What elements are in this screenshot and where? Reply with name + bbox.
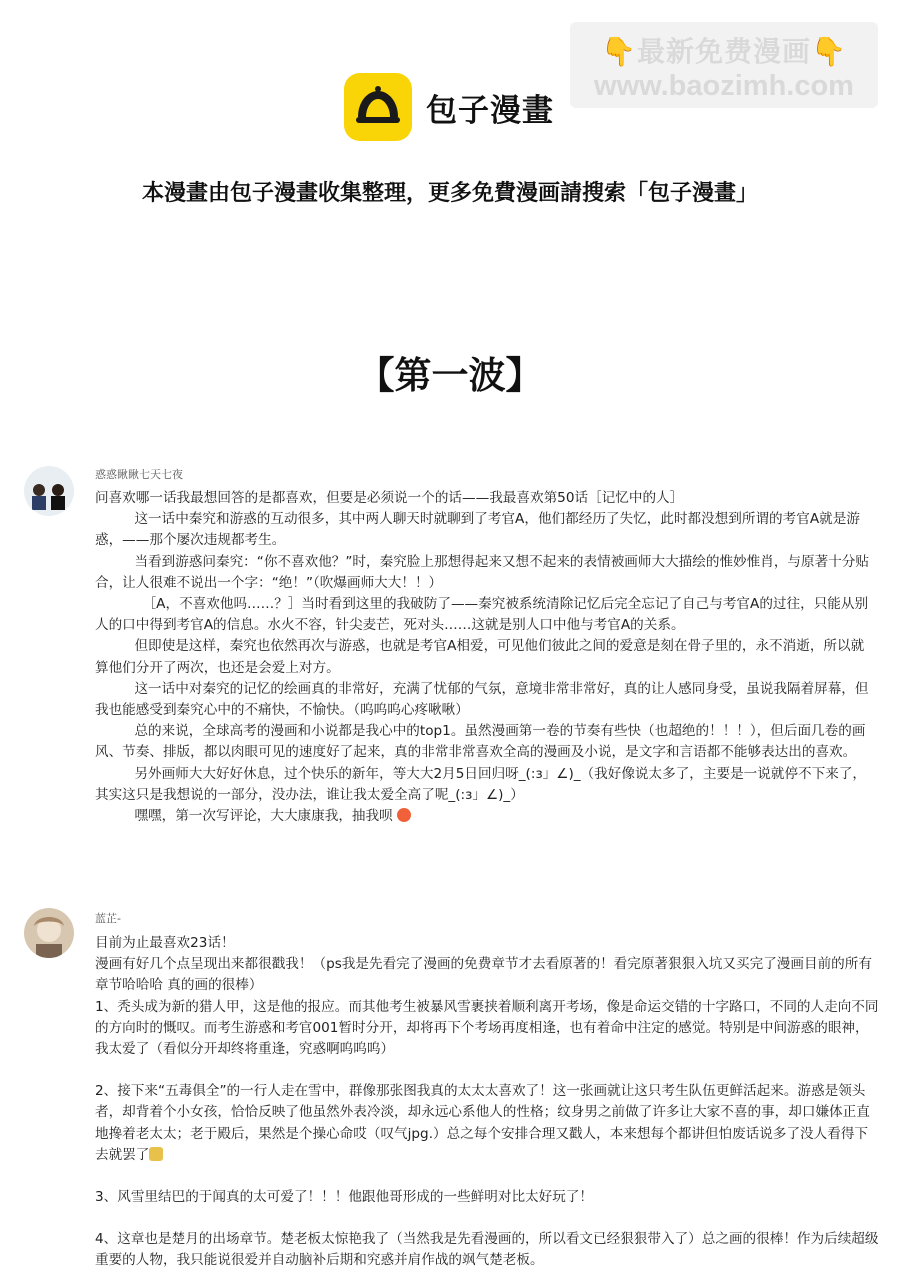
comment-paragraph: 另外画师大大好好休息，过个快乐的新年，等大大2月5日回归呀_(:з」∠)_（我好像说太多了，主要是一说就停不下来了，其实这只是我想说的一部分，没办法，谁让我太爱全高了呢_(:з」∠)_）: [95, 765, 867, 803]
comment-paragraph: 4、这章也是楚月的出场章节。楚老板太惊艳我了（当然我是先看漫画的，所以看文已经狠狠带入了）总之画的很棒！作为后续超级重要的人物，我只能说很爱并自动脑补后期和究惑并肩作战的飒气楚老板。: [95, 1231, 879, 1269]
watermark-banner: [570, 22, 878, 108]
comment-paragraph: 漫画有好几个点呈现出来都很戳我！（ps我是先看完了漫画的免费章节才去看原著的！看完原著狠狠入坑又买完了漫画目前的所有章节哈哈哈 真的画的很棒）: [95, 956, 872, 994]
avatar: [24, 466, 74, 516]
comment-body: [95, 488, 875, 827]
logo-text: 包子漫畫: [426, 92, 554, 129]
comment-paragraph: 目前为止最喜欢23话！: [95, 935, 235, 951]
comment-paragraph: 3、风雪里结巴的于闻真的太可爱了！！！他跟他哥形成的一些鲜明对比太好玩了！: [95, 1189, 594, 1206]
comment-paragraph: 这一话中秦究和游惑的互动很多，其中两人聊天时就聊到了考官A，他们都经历了失忆，此时都没想到所谓的考官A就是游惑，——那个屡次违规都考生。: [95, 511, 860, 549]
comment-paragraph: 总的来说，全球高考的漫画和小说都是我心中的top1。虽然漫画第一卷的节奏有些快（也超绝的！！！），但后面几卷的画风、节奏、排版，都以肉眼可见的速度好了起来，真的非常非常喜欢全高的漫画及小说，是文字和言语都不能够表达出的喜欢。: [95, 723, 866, 761]
pointing-down-hand-icon: 👇: [811, 35, 847, 68]
bun-icon: [344, 73, 412, 141]
intro-text: 本漫畫由包子漫畫收集整理，更多免費漫画請搜索「包子漫畫」: [141, 181, 758, 206]
section-title: 【第一波】: [357, 353, 543, 397]
watermark-line1: 最新免费漫画: [636, 35, 811, 68]
watermark-url: www.baozimh.com: [594, 70, 854, 102]
blushing-face-icon: [397, 808, 411, 822]
comment-paragraph: ［A，不喜欢他吗……？］当时看到这里的我破防了——秦究被系统清除记忆后完全忘记了自己与考官A的过往，只能从别人的口中得到考官A的信息。水火不容，针尖麦芒，死对头……这就是别人口中他与考官A的关系。: [95, 596, 869, 634]
pointing-down-hand-icon: 👇: [601, 35, 637, 68]
comment-paragraph: 2、接下来“五毒俱全”的一行人走在雪中，群像那张图我真的太太太喜欢了！这一张画就让这只考生队伍更鲜活起来。游惑是领头者，却背着个小女孩，恰恰反映了他虽然外表冷淡，却永远心系他人的性格；纹身男之前做了许多让大家不喜的事，却口嫌体正直地搀着老太太；老于殿后，果然是个操心命哎（叹气jpg.）总之每个安排合理又戳人，本来想每个都讲但怕废话说多了没人看得下去就罢了: [95, 1083, 870, 1163]
comment-paragraph: 嘿嘿，第一次写评论，大大康康我，抽我呗: [134, 808, 393, 825]
site-logo: [344, 72, 554, 142]
comment-paragraph: 1、秃头成为新的猎人甲，这是他的报应。而其他考生被暴风雪裹挟着顺利离开考场，像是命运交错的十字路口，不同的人走向不同的方向时的慨叹。而考生游惑和考官001暂时分开，却将再下个考场再度相逢，也有着命中注定的感觉。特别是中间游惑的眼神，我太爱了（看似分开却终将重逢，究惑啊呜呜呜）: [95, 998, 879, 1058]
comment-paragraph: 当看到游惑问秦究：“你不喜欢他？”时，秦究脸上那想得起来又想不起来的表情被画师大大描绘的惟妙惟肖，与原著十分贴合，让人很难不说出一个字：“绝！”（吹爆画师大大！！）: [95, 553, 869, 591]
comment-paragraph: 这一话中对秦究的记忆的绘画真的非常好，充满了忧郁的气氛，意境非常非常好，真的让人感同身受，虽说我隔着屏幕，但我也能感受到秦究心中的不痛快，不愉快。（呜呜呜心疼啾啾）: [95, 680, 869, 719]
comment-paragraph: 问喜欢哪一话我最想回答的是都喜欢，但要是必须说一个的话——我最喜欢第50话［记忆中的人］: [95, 490, 684, 506]
comment-username: 蓝芷-: [95, 912, 121, 925]
comment-body: [95, 933, 880, 1272]
comment-paragraph: 但即使是这样，秦究也依然再次与游惑，也就是考官A相爱，可见他们彼此之间的爱意是刻在骨子里的，永不消逝，所以就算他们分开了两次，也还是会爱上对方。: [95, 638, 865, 676]
avatar: [24, 908, 74, 958]
comment-username: 惑惑瞅瞅七天七夜: [95, 468, 183, 481]
person-bowing-icon: [149, 1147, 163, 1161]
